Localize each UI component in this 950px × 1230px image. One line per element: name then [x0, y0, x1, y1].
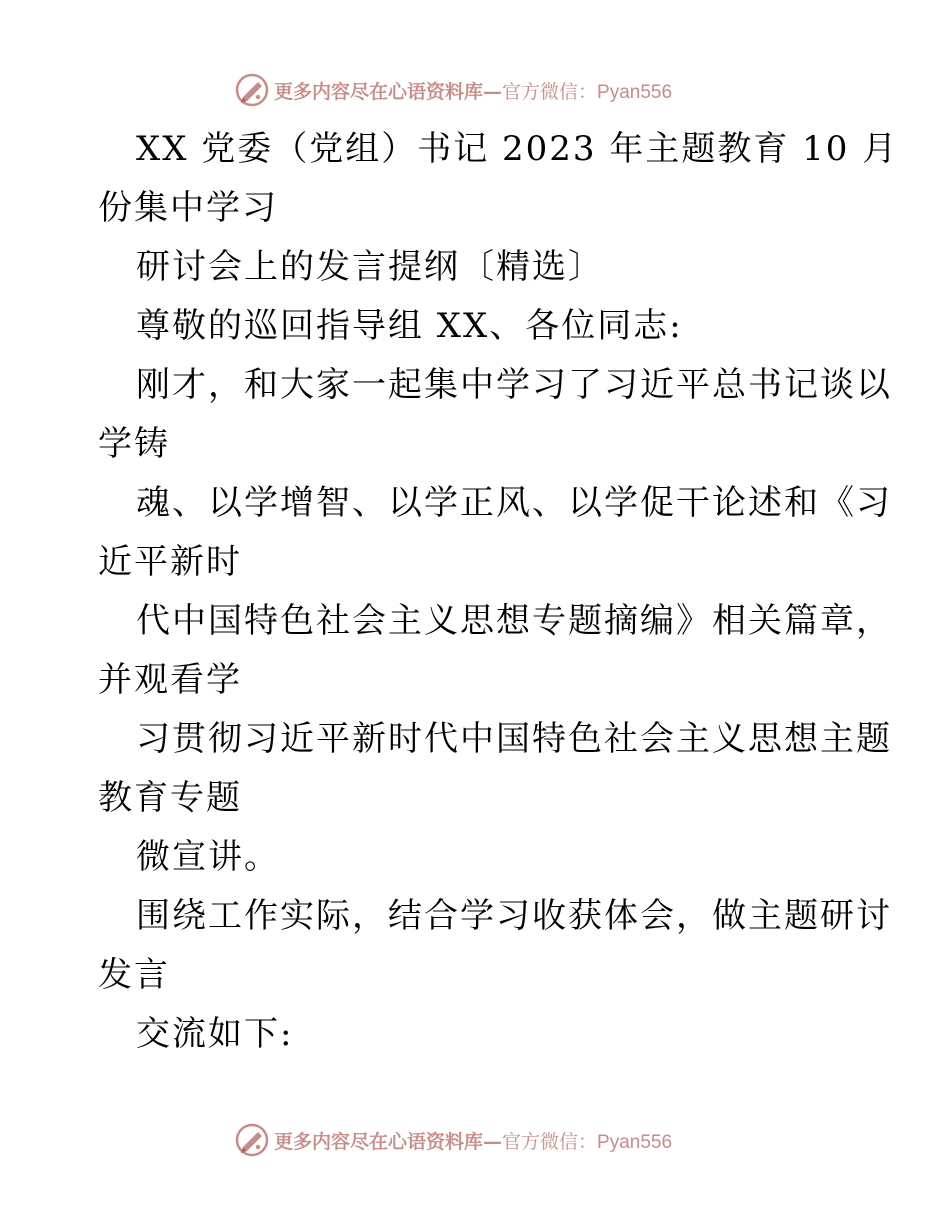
paragraph-line: 发言 [98, 955, 170, 995]
paragraph-line: 刚才，和大家一起集中学习了习近平总书记谈以 [136, 365, 892, 405]
paragraph-line: 代中国特色社会主义思想专题摘编》相关篇章， [136, 601, 892, 641]
watermark-site-text: 更多内容尽在心语资料库 [274, 80, 484, 103]
pen-seal-logo-icon [234, 1122, 270, 1158]
watermark-banner-top [234, 72, 672, 108]
watermark-text [274, 1127, 672, 1154]
watermark-text [274, 77, 672, 104]
watermark-banner-bottom [234, 1122, 672, 1158]
paragraph-line: 交流如下: [136, 1014, 294, 1054]
paragraph-line: 围绕工作实际，结合学习收获体会，做主题研讨 [136, 896, 892, 936]
paragraph-line: 近平新时 [98, 542, 242, 582]
watermark-wechat-text: 官方微信：Pyan556 [502, 81, 673, 103]
subtitle-line: 研讨会上的发言提纲〔精选〕 [136, 247, 604, 287]
title-line-2: 份集中学习 [98, 188, 278, 228]
paragraph-line: 魂、以学增智、以学正风、以学促干论述和《习 [136, 483, 892, 523]
paragraph-line: 学铸 [98, 424, 170, 464]
watermark-wechat-text: 官方微信：Pyan556 [502, 1131, 673, 1153]
salutation-line: 尊敬的巡回指导组 XX、各位同志: [136, 306, 683, 346]
paragraph-line: 教育专题 [98, 778, 242, 818]
watermark-site-text: 更多内容尽在心语资料库 [274, 1130, 484, 1153]
paragraph-line: 并观看学 [98, 660, 242, 700]
document-body [98, 120, 899, 1064]
pen-seal-logo-icon [234, 72, 270, 108]
watermark-separator: — [483, 1130, 503, 1153]
paragraph-line: 微宣讲。 [136, 837, 280, 877]
title-line-1: XX 党委（党组）书记 2023 年主题教育 10 月 [136, 129, 899, 169]
paragraph-line: 习贯彻习近平新时代中国特色社会主义思想主题 [136, 719, 892, 759]
watermark-separator: — [483, 80, 503, 103]
